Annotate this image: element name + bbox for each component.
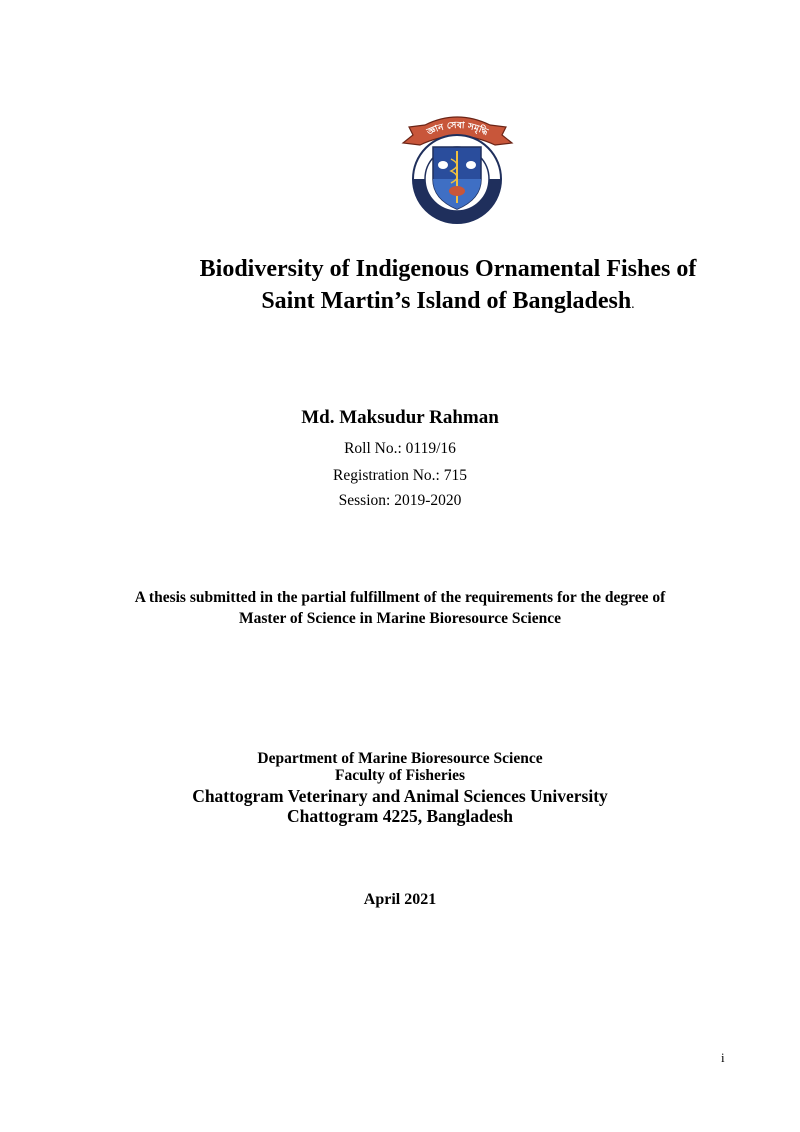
- submission-date: April 2021: [363, 891, 437, 908]
- faculty: Faculty of Fisheries: [334, 767, 465, 784]
- thesis-line-2: Master of Science in Marine Bioresource Science: [239, 610, 561, 627]
- university-logo: [395, 105, 520, 227]
- title-trailing-dot: .: [631, 297, 635, 312]
- university-address: Chattogram 4225, Bangladesh: [286, 806, 514, 826]
- title-line-1: Biodiversity of Indigenous Ornamental Fishes of: [199, 256, 697, 282]
- university-name: Chattogram Veterinary and Animal Sciences University: [192, 786, 608, 806]
- thesis-title: [48, 253, 800, 321]
- roll-number: Roll No.: 0119/16: [344, 440, 456, 457]
- thesis-statement: [0, 587, 800, 629]
- title-line-2-text: Saint Martin’s Island of Bangladesh: [261, 288, 632, 314]
- department: Department of Marine Bioresource Science: [257, 750, 543, 767]
- university-block: [0, 786, 800, 826]
- logo-motto: জ্ঞান সেবা সমৃদ্ধি: [425, 120, 490, 138]
- registration-number: Registration No.: 715: [333, 467, 467, 484]
- author-name: Md. Maksudur Rahman: [301, 407, 499, 428]
- session: Session: 2019-2020: [338, 492, 462, 509]
- page-number: i: [721, 1050, 725, 1065]
- thesis-line-1: A thesis submitted in the partial fulfillment of the requirements for the degree of: [134, 589, 666, 606]
- department-block: [0, 750, 800, 784]
- title-line-2: [48, 285, 800, 321]
